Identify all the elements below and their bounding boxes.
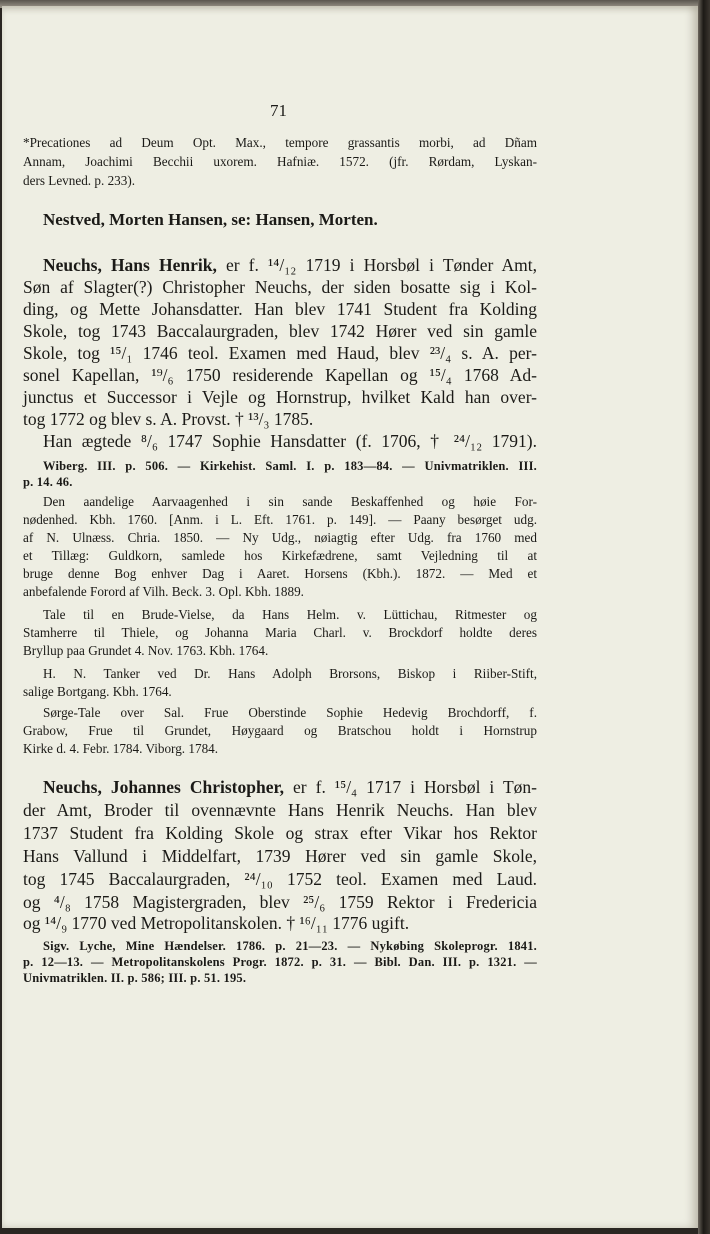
page-spine-edge bbox=[698, 0, 710, 1234]
hh-work: et Tillæg: Guldkorn, samlede hos Kirkefædrene, samt Vejledning til at bbox=[23, 548, 537, 563]
jc-line: Hans Vallund i Middelfart, 1739 Hører ved sin gamle Skole, bbox=[23, 846, 537, 866]
hh-work: Kirke d. 4. Febr. 1784. Viborg. 1784. bbox=[23, 741, 219, 756]
jc-ref: Univmatriklen. II. p. 586; III. p. 51. 195. bbox=[23, 971, 247, 985]
hh-line: ding, og Mette Johansdatter. Han blev 1741 Student fra Kolding bbox=[23, 299, 537, 319]
book-page bbox=[2, 6, 698, 1228]
hh-work: af N. Ulnæss. Chria. 1850. — Ny Udg., nøiagtig efter Udg. fra 1760 med bbox=[23, 530, 537, 545]
precationes-line: *Precationes ad Deum Opt. Max., tempore grassantis morbi, ad Dñam bbox=[23, 135, 537, 150]
hh-line: junctus et Successor i Vejle og Hornstrup, hvilket Kald han over- bbox=[23, 387, 537, 407]
hh-work: salige Bortgang. Kbh. 1764. bbox=[23, 684, 172, 699]
precationes-line: ders Levned. p. 233). bbox=[23, 173, 136, 188]
jc-name: Neuchs, Johannes Christopher, bbox=[43, 777, 285, 797]
precationes-line: Annam, Joachimi Becchii uxorem. Hafniæ. 1572. (jfr. Rørdam, Lyskan- bbox=[23, 154, 537, 169]
nestved-entry bbox=[43, 210, 557, 230]
hh-work: Grabow, Frue til Grundet, Høygaard og Bratschou holdt i Hornstrup bbox=[23, 723, 537, 738]
jc-line: der Amt, Broder til ovennævnte Hans Henrik Neuchs. Han blev bbox=[23, 800, 537, 820]
jc-line: 1737 Student fra Kolding Skole og strax efter Vikar hos Rektor bbox=[23, 823, 537, 843]
hh-work: Bryllup paa Grundet 4. Nov. 1763. Kbh. 1764. bbox=[23, 643, 269, 658]
jc-line: og ¹⁴/₉ 1770 ved Metropolitanskolen. † ¹⁶/₁₁ 1776 ugift. bbox=[23, 913, 410, 933]
hh-ref: Wiberg. III. p. 506. — Kirkehist. Saml. I. p. 183—84. — Univmatriklen. III. bbox=[43, 459, 537, 473]
hh-work: Tale til en Brude-Vielse, da Hans Helm. v. Lüttichau, Ritmester og bbox=[43, 607, 537, 622]
hh-name: Neuchs, Hans Henrik, bbox=[43, 255, 217, 275]
jc-line: er f. ¹⁵/₄ 1717 i Horsbøl i Tøn- bbox=[284, 777, 538, 797]
hh-line: er f. ¹⁴/₁₂ 1719 i Horsbøl i Tønder Amt, bbox=[216, 255, 538, 275]
hh-work: Stamherre til Thiele, og Johanna Maria Charl. v. Brockdorf holdte deres bbox=[23, 625, 537, 640]
hh-work: Sørge-Tale over Sal. Frue Oberstinde Sophie Hedevig Brochdorff, f. bbox=[43, 705, 537, 720]
page-number: 71 bbox=[270, 101, 287, 120]
nestved-text: Nestved, Morten Hansen, se: Hansen, Morten. bbox=[43, 210, 378, 229]
hh-work: nødenhed. Kbh. 1760. [Anm. i L. Eft. 1761. p. 149]. — Paany besørget udg. bbox=[23, 512, 537, 527]
hh-work: anbefalende Forord af Vilh. Beck. 3. Opl. Kbh. 1889. bbox=[23, 584, 304, 599]
hh-ref: p. 14. 46. bbox=[23, 475, 73, 489]
hh-line: Søn af Slagter(?) Christopher Neuchs, der siden bosatte sig i Kol- bbox=[23, 277, 537, 297]
jc-line: tog 1745 Baccalaurgraden, ²⁴/₁₀ 1752 teol. Examen med Laud. bbox=[23, 869, 537, 889]
hh-work: H. N. Tanker ved Dr. Hans Adolph Brorsons, Biskop i Riiber-Stift, bbox=[43, 666, 537, 681]
hh-entry-first-line bbox=[43, 254, 537, 276]
hh-line: Skole, tog ¹⁵/₁ 1746 teol. Examen med Haud, blev ²³/₄ s. A. per- bbox=[23, 343, 537, 363]
jc-ref: p. 12—13. — Metropolitanskolens Progr. 1872. p. 31. — Bibl. Dan. III. p. 1321. — bbox=[23, 955, 537, 969]
jc-ref: Sigv. Lyche, Mine Hændelser. 1786. p. 21—23. — Nykøbing Skoleprogr. 1841. bbox=[43, 939, 537, 953]
hh-line: sonel Kapellan, ¹⁹/₆ 1750 residerende Kapellan og ¹⁵/₄ 1768 Ad- bbox=[23, 365, 537, 385]
jc-line: og ⁴/₈ 1758 Magistergraden, blev ²⁵/₆ 1759 Rektor i Fredericia bbox=[23, 892, 537, 912]
hh-marriage-line: Han ægtede ⁸/₆ 1747 Sophie Hansdatter (f. 1706, † ²⁴/₁₂ 1791). bbox=[43, 431, 537, 451]
hh-line: Skole, tog 1743 Baccalaurgraden, blev 1742 Hører ved sin gamle bbox=[23, 321, 537, 341]
hh-work: Den aandelige Aarvaagenhed i sin sande Beskaffenhed og høie For- bbox=[43, 494, 537, 509]
hh-line: tog 1772 og blev s. A. Provst. † ¹³/₃ 1785. bbox=[23, 409, 314, 429]
hh-work: bruge denne Bog enhver Dag i Aaret. Horsens (Kbh.). 1872. — Med et bbox=[23, 566, 537, 581]
jc-entry-first-line bbox=[43, 776, 537, 798]
